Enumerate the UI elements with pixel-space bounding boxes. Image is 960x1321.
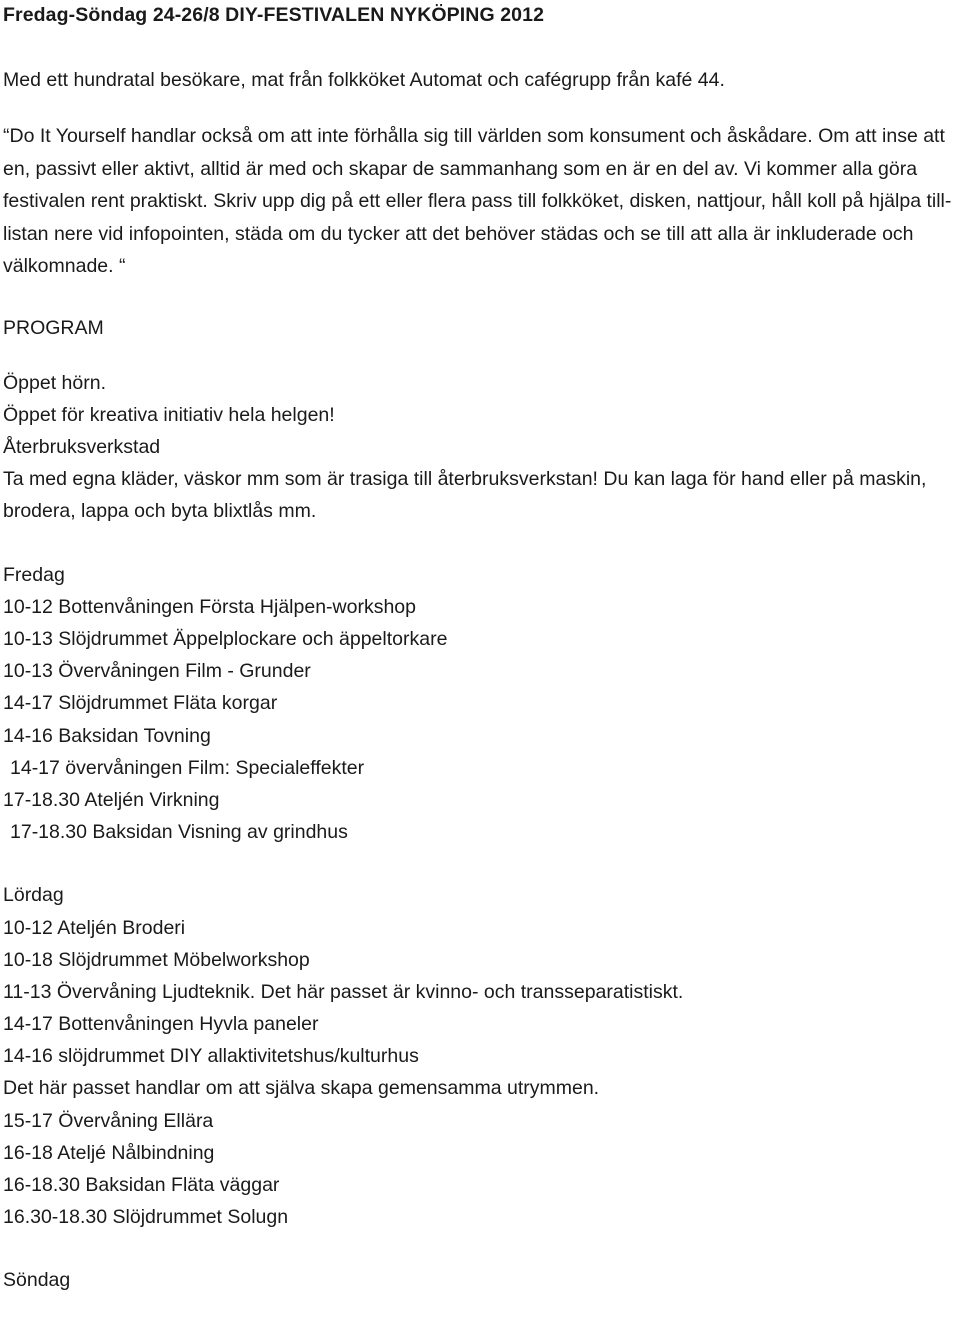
- workshop-description: Ta med egna kläder, väskor mm som är trasiga till återbruksverkstan! Du kan laga för hand eller på maskin, brodera, lappa och byta blixtlås mm.: [3, 468, 927, 523]
- sunday-heading: Söndag: [3, 1269, 71, 1292]
- program-heading: PROGRAM: [3, 316, 104, 339]
- schedule-item: 14-16 Baksidan Tovning: [3, 724, 211, 747]
- schedule-item: 16.30-18.30 Slöjdrummet Solugn: [3, 1206, 289, 1229]
- schedule-item: 15-17 Övervåning Ellära: [3, 1109, 214, 1132]
- open-corner-section: [3, 367, 958, 528]
- schedule-item: 17-18.30 Baksidan Visning av grindhus: [10, 821, 348, 844]
- workshop-title: Återbruksverkstad: [3, 436, 161, 459]
- schedule-item: 10-13 Slöjdrummet Äppelplockare och äppeltorkare: [3, 628, 448, 651]
- document-title: Fredag-Söndag 24-26/8 DIY-FESTIVALEN NYKÖPING 2012: [3, 4, 545, 26]
- schedule-item: 16-18.30 Baksidan Fläta väggar: [3, 1174, 280, 1197]
- saturday-heading: Lördag: [3, 884, 64, 907]
- saturday-section: [3, 879, 958, 1233]
- quote-paragraph: “Do It Yourself handlar också om att inte förhålla sig till världen som konsument och åskådare. Om att inse att en, passivt eller aktivt, alltid är med och skapar de sammanhang som en är en del av. Vi kommer alla göra festivalen rent praktiskt. Skriv upp dig på ett eller flera pass till folkköket, disken, nattjour, håll koll på hjälpa till-listan nere vid infopointen, städa om du tycker att det behöver städas och se till att alla är inkluderade och välkomnade. “: [3, 125, 952, 277]
- schedule-item: 10-12 Bottenvåningen Första Hjälpen-workshop: [3, 595, 416, 618]
- schedule-item: 14-17 Bottenvåningen Hyvla paneler: [3, 1013, 319, 1036]
- document-page: [3, 0, 958, 1297]
- schedule-item: 17-18.30 Ateljén Virkning: [3, 788, 220, 811]
- schedule-item: Det här passet handlar om att själva skapa gemensamma utrymmen.: [3, 1077, 600, 1100]
- open-corner-text: Öppet för kreativa initiativ hela helgen!: [3, 403, 335, 426]
- open-corner-title: Öppet hörn.: [3, 371, 106, 394]
- schedule-item: 14-17 Slöjdrummet Fläta korgar: [3, 692, 278, 715]
- friday-heading: Fredag: [3, 563, 65, 586]
- schedule-item: 11-13 Övervåning Ljudteknik. Det här passet är kvinno- och transseparatistiskt.: [3, 980, 684, 1003]
- intro-text: Med ett hundratal besökare, mat från folkköket Automat och cafégrupp från kafé 44.: [3, 69, 725, 91]
- sunday-section: [3, 1264, 958, 1296]
- friday-section: [3, 559, 958, 849]
- schedule-item: 16-18 Ateljé Nålbindning: [3, 1141, 215, 1164]
- schedule-item: 10-12 Ateljén Broderi: [3, 916, 186, 939]
- schedule-item: 10-18 Slöjdrummet Möbelworkshop: [3, 948, 310, 971]
- schedule-item: 10-13 Övervåningen Film - Grunder: [3, 660, 311, 683]
- schedule-item: 14-16 slöjdrummet DIY allaktivitetshus/kulturhus: [3, 1045, 419, 1068]
- schedule-item: 14-17 övervåningen Film: Specialeffekter: [10, 756, 365, 779]
